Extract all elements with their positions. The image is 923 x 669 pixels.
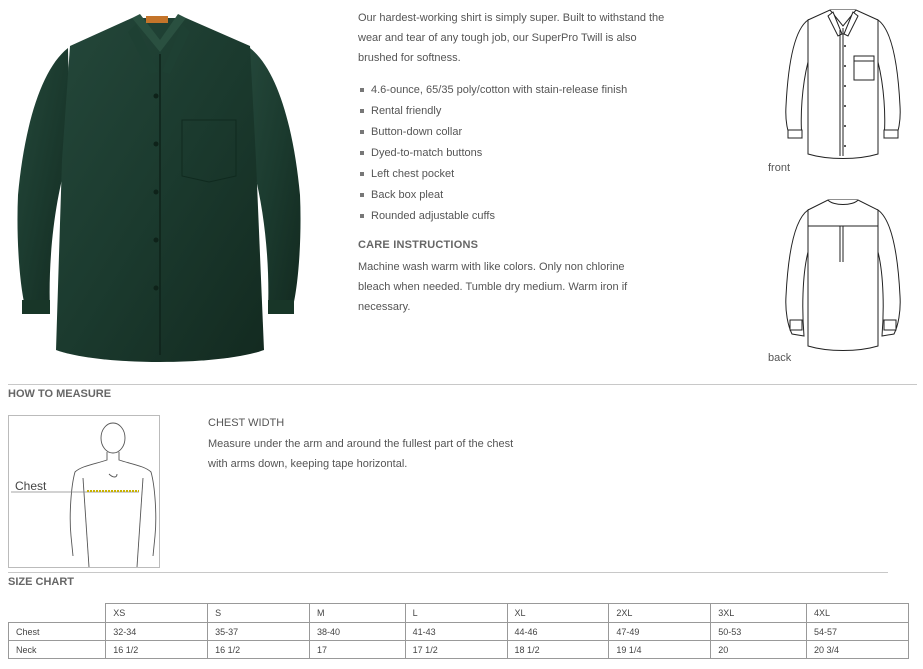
- size-chart-heading: SIZE CHART: [8, 576, 74, 588]
- back-label: back: [768, 352, 792, 364]
- shirt-back-line-drawing: [778, 196, 908, 354]
- feature-item: Rounded adjustable cuffs: [358, 206, 678, 227]
- measure-figure: [8, 415, 160, 568]
- table-cell: 54-57: [807, 623, 909, 641]
- table-cell: 50-53: [711, 623, 807, 641]
- section-divider: [8, 384, 917, 385]
- feature-item: Left chest pocket: [358, 164, 678, 185]
- shirt-front-line-drawing: [778, 6, 908, 162]
- product-image: [10, 10, 310, 370]
- table-cell: Neck: [9, 641, 106, 659]
- table-cell: 44-46: [507, 623, 609, 641]
- back-sketch: [778, 196, 908, 354]
- table-header-cell: S: [208, 604, 310, 623]
- table-header-cell: L: [405, 604, 507, 623]
- feature-item: Back box pleat: [358, 185, 678, 206]
- table-header-cell: XS: [106, 604, 208, 623]
- table-header-cell: M: [309, 604, 405, 623]
- table-cell: 41-43: [405, 623, 507, 641]
- feature-list: [358, 80, 678, 227]
- feature-item: Rental friendly: [358, 101, 678, 122]
- table-cell: 19 1/4: [609, 641, 711, 659]
- table-header-cell: 2XL: [609, 604, 711, 623]
- table-cell: Chest: [9, 623, 106, 641]
- table-cell: 16 1/2: [208, 641, 310, 659]
- product-description: Our hardest-working shirt is simply super. Built to withstand the wear and tear of any tough job, our SuperPro Twill is also brushed for softness.: [358, 12, 665, 64]
- table-header-cell: 4XL: [807, 604, 909, 623]
- shirt-front-photo: [10, 10, 310, 370]
- table-cell: 20: [711, 641, 807, 659]
- table-cell: 18 1/2: [507, 641, 609, 659]
- table-cell: 47-49: [609, 623, 711, 641]
- size-chart-table: [8, 603, 909, 659]
- how-to-measure-heading: HOW TO MEASURE: [8, 388, 112, 400]
- front-label: front: [768, 162, 791, 174]
- table-cell: 16 1/2: [106, 641, 208, 659]
- table-header-cell: [9, 604, 106, 623]
- feature-item: 4.6-ounce, 65/35 poly/cotton with stain-release finish: [358, 80, 678, 101]
- table-header-cell: 3XL: [711, 604, 807, 623]
- size-chart-divider: [8, 572, 888, 573]
- table-row: [9, 623, 909, 641]
- table-row: [9, 641, 909, 659]
- table-cell: 35-37: [208, 623, 310, 641]
- table-cell: 32-34: [106, 623, 208, 641]
- table-cell: 38-40: [309, 623, 405, 641]
- chest-width-description: Measure under the arm and around the fullest part of the chest with arms down, keeping tape horizontal.: [208, 438, 514, 470]
- table-cell: 17 1/2: [405, 641, 507, 659]
- table-cell: 20 3/4: [807, 641, 909, 659]
- front-sketch: [778, 6, 908, 162]
- table-cell: 17: [309, 641, 405, 659]
- feature-item: Dyed-to-match buttons: [358, 143, 678, 164]
- feature-item: Button-down collar: [358, 122, 678, 143]
- table-header-row: [9, 604, 909, 623]
- chest-width-heading: CHEST WIDTH: [208, 417, 285, 429]
- care-instructions-text: Machine wash warm with like colors. Only non chlorine bleach when needed. Tumble dry medium. Warm iron if necessary.: [358, 261, 628, 313]
- care-instructions-heading: CARE INSTRUCTIONS: [358, 239, 479, 251]
- table-header-cell: XL: [507, 604, 609, 623]
- chest-figure-label: Chest: [15, 479, 47, 493]
